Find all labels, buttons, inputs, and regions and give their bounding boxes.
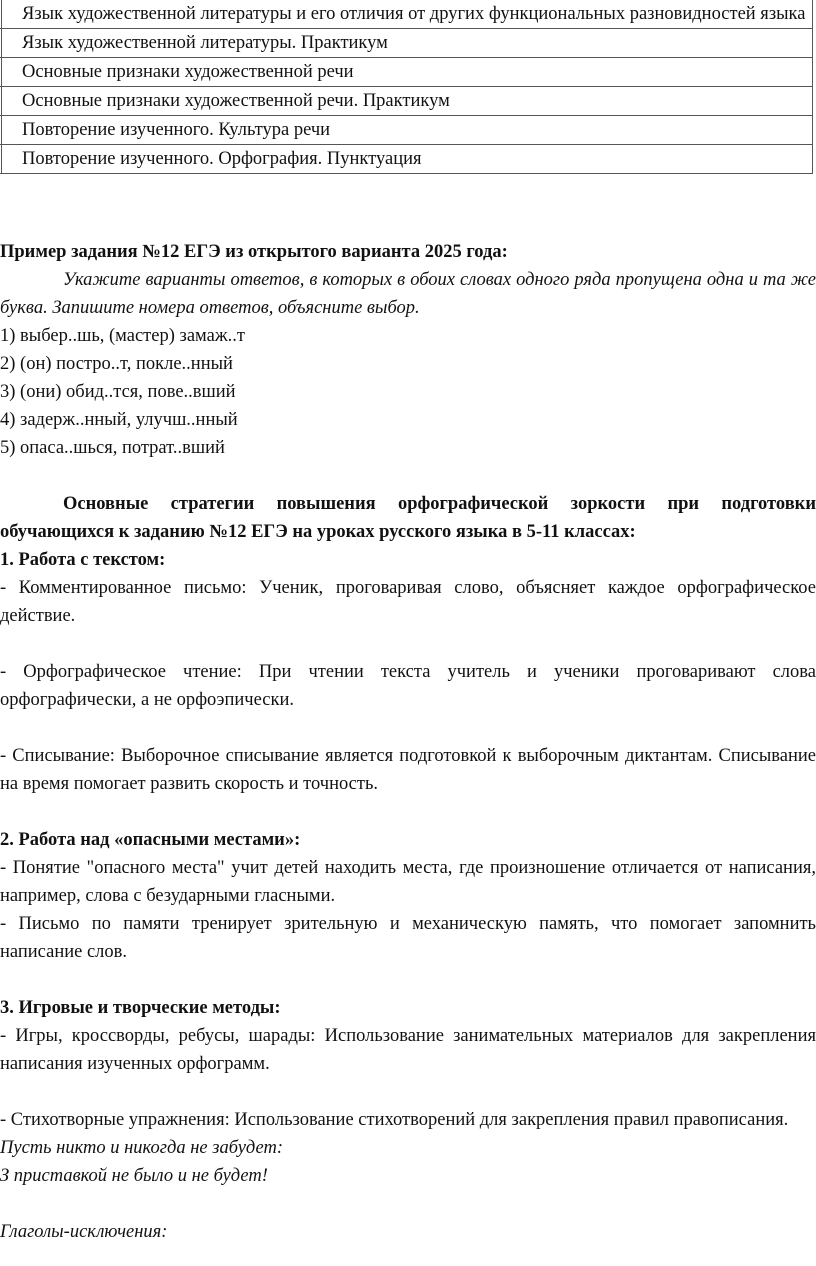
table-row bbox=[0, 29, 813, 58]
strategy-item: - Списывание: Выборочное списывание является подготовкой к выборочным диктантам. Списывание на время помогает развить скорость и точность. bbox=[0, 746, 816, 794]
strategy-item: - Игры, кроссворды, ребусы, шарады: Использование занимательных материалов для закрепления написания изученных орфограмм. bbox=[0, 1026, 816, 1074]
poem-line: Пусть никто и никогда не забудет: bbox=[0, 1138, 283, 1158]
strategy-item: - Письмо по памяти тренирует зрительную и механическую память, что помогает запомнить написание слов. bbox=[0, 914, 816, 962]
strategy-item: - Комментированное письмо: Ученик, проговаривая слово, объясняет каждое орфографическое действие. bbox=[0, 578, 816, 626]
exceptions-label: Глаголы-исключения: bbox=[0, 1222, 168, 1242]
spacer bbox=[0, 1190, 816, 1218]
section-title-game-methods: 3. Игровые и творческие методы: bbox=[0, 998, 281, 1018]
section-title-text-work: 1. Работа с текстом: bbox=[0, 550, 166, 570]
answer-option: 3) (они) обид..тся, пове..вший bbox=[0, 382, 236, 402]
answer-option: 2) (он) постро..т, покле..нный bbox=[0, 354, 233, 374]
answer-option: 1) выбер..шь, (мастер) замаж..т bbox=[0, 326, 245, 346]
example-heading: Пример задания №12 ЕГЭ из открытого варианта 2025 года: bbox=[0, 242, 508, 262]
spacer bbox=[0, 714, 816, 742]
table-cell-topic: Повторение изученного. Культура речи bbox=[2, 116, 813, 145]
spacer bbox=[0, 630, 816, 658]
poem-line: З приставкой не было и не будет! bbox=[0, 1166, 268, 1186]
strategy-item: - Понятие "опасного места" учит детей находить места, где произношение отличается от написания, например, слова с безударными гласными. bbox=[0, 858, 816, 906]
document-body bbox=[0, 238, 816, 1246]
spacer bbox=[0, 798, 816, 826]
table-row bbox=[0, 145, 813, 174]
section-title-dangerous-places: 2. Работа над «опасными местами»: bbox=[0, 830, 301, 850]
strategy-item: - Стихотворные упражнения: Использование стихотворений для закрепления правил правописания. bbox=[0, 1110, 789, 1130]
strategy-item: - Орфографическое чтение: При чтении текста учитель и ученики проговаривают слова орфографически, а не орфоэпически. bbox=[0, 662, 816, 710]
answer-option: 4) задерж..нный, улучш..нный bbox=[0, 410, 238, 430]
spacer bbox=[0, 462, 816, 490]
table-cell-topic: Язык художественной литературы и его отличия от других функциональных разновидностей языка bbox=[2, 0, 813, 29]
table-cell-topic: Основные признаки художественной речи bbox=[2, 58, 813, 87]
table-cell-topic: Основные признаки художественной речи. Практикум bbox=[2, 87, 813, 116]
table-cell-topic: Язык художественной литературы. Практикум bbox=[2, 29, 813, 58]
table-row bbox=[0, 87, 813, 116]
spacer bbox=[0, 1078, 816, 1106]
example-instruction: Укажите варианты ответов, в которых в обоих словах одного ряда пропущена одна и та же буква. Запишите номера ответов, объясните выбор. bbox=[0, 270, 816, 318]
answer-option: 5) опаса..шься, потрат..вший bbox=[0, 438, 225, 458]
spacer bbox=[0, 966, 816, 994]
table-row bbox=[0, 0, 813, 29]
strategies-heading: Основные стратегии повышения орфографической зоркости при подготовки обучающихся к заданию №12 ЕГЭ на уроках русского языка в 5-11 классах: bbox=[0, 494, 816, 542]
lesson-topics-table bbox=[0, 0, 813, 174]
table-row bbox=[0, 116, 813, 145]
table-row bbox=[0, 58, 813, 87]
table-cell-topic: Повторение изученного. Орфография. Пунктуация bbox=[2, 145, 813, 174]
